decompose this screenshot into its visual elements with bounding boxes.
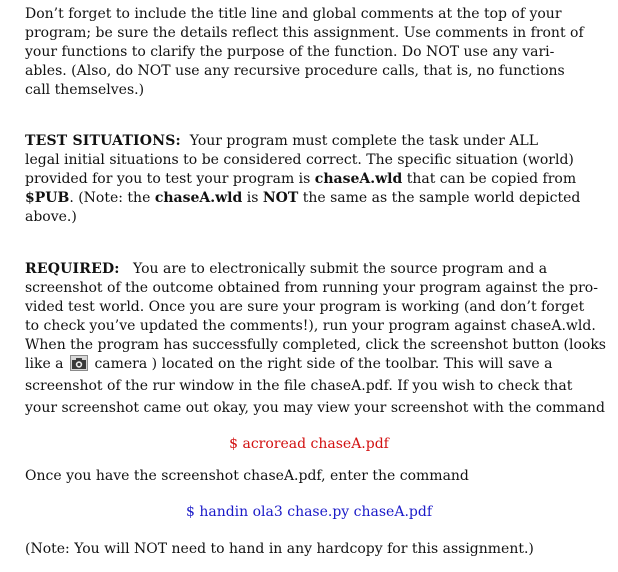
text-line [25, 132, 607, 151]
text-line: vided test world. Once you are sure your program is working (and don’t forget [25, 299, 585, 316]
handin-command: $ handin ola3 chase.py chaseA.pdf [185, 504, 433, 520]
text-line: screenshot of the outcome obtained from running your program against the pro- [25, 280, 598, 297]
text-span: Your program must complete the task under ALL [189, 133, 538, 149]
text-line: your screenshot came out okay, you may view your screenshot with the command [25, 400, 605, 416]
text-line: legal initial situations to be considered correct. The specific situation (world) [25, 152, 574, 169]
camera-icon [70, 355, 88, 371]
text-span: is [242, 190, 263, 207]
section-heading: TEST SITUATIONS: [25, 133, 181, 149]
text-line [25, 189, 607, 208]
text-span: You are to electronically submit the source program and a [133, 261, 548, 277]
text-line: to check you’ve updated the comments!), run your program against chaseA.wld. [25, 318, 596, 335]
intro-paragraph [25, 5, 607, 100]
text-line: Don’t forget to include the title line and global comments at the top of your [25, 6, 562, 22]
text-line: screenshot of the rur window in the file chaseA.pdf. If you wish to check that [25, 378, 573, 394]
text-line: above.) [25, 209, 77, 226]
world-file-name: chaseA.wld [154, 190, 243, 207]
world-file-name: chaseA.wld [314, 171, 403, 188]
required-paragraph [25, 260, 607, 355]
text-span: that can be copied from [402, 171, 577, 188]
test-situations-paragraph [25, 132, 607, 227]
handin-intro-line: Once you have the screenshot chaseA.pdf, enter the command [25, 468, 469, 484]
text-line: program; be sure the details reflect this assignment. Use comments in front of [25, 25, 584, 42]
text-line [25, 260, 607, 279]
section-heading: REQUIRED: [25, 261, 120, 277]
hardcopy-note: (Note: You will NOT need to hand in any hardcopy for this assignment.) [25, 541, 534, 557]
acroread-command: $ acroread chaseA.pdf [229, 436, 389, 452]
pub-variable: $PUB [25, 190, 70, 207]
emphasis-not: NOT [262, 190, 299, 207]
screenshot-paragraph [25, 353, 607, 419]
text-line [25, 353, 607, 375]
text-line: When the program has successfully completed, click the screenshot button (looks [25, 337, 606, 354]
text-line: ables. (Also, do NOT use any recursive procedure calls, that is, no functions [25, 63, 565, 80]
text-line [25, 170, 607, 189]
text-span: provided for you to test your program is [25, 171, 315, 188]
text-span: . (Note: the [69, 190, 155, 207]
text-line: your functions to clarify the purpose of the function. Do NOT use any vari- [25, 44, 555, 61]
text-span: camera ) located on the right side of the toolbar. This will save a [94, 356, 553, 372]
text-span: like a [25, 356, 64, 372]
text-span: the same as the sample world depicted [298, 190, 581, 207]
text-line: call themselves.) [25, 82, 145, 99]
